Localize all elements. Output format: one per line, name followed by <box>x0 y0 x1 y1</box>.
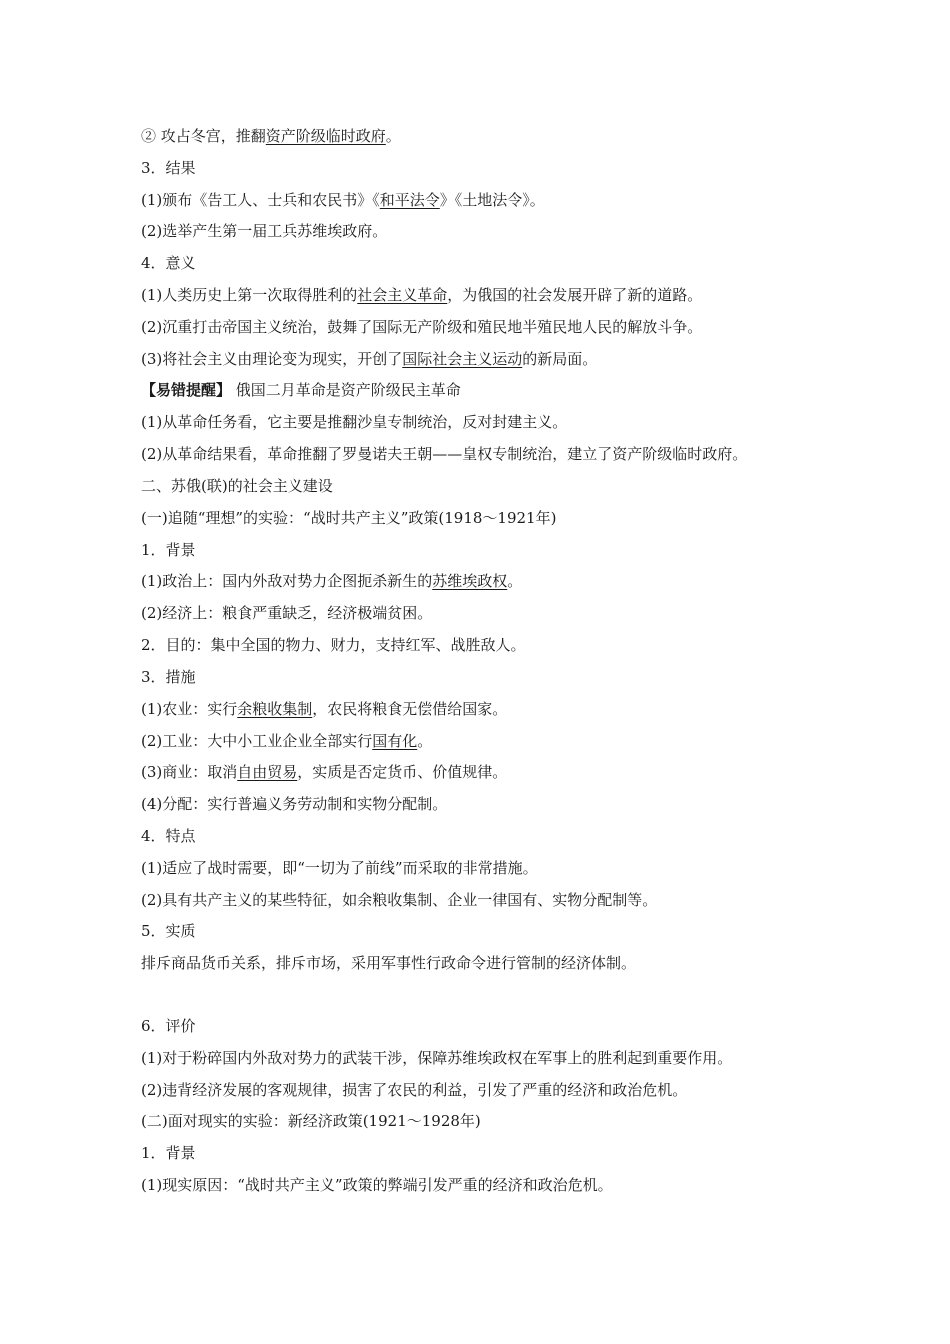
text-line <box>141 412 567 434</box>
text-run: (一)追随“理想”的实验：“战时共产主义”政策(1918～1921年) <box>141 509 557 527</box>
text-line <box>141 1175 613 1197</box>
text-run: (2)经济上：粮食严重缺乏，经济极端贫困。 <box>141 604 433 622</box>
text-run: ，实质是否定货币、价值规律。 <box>297 763 508 781</box>
text-line <box>141 190 545 212</box>
text-line <box>141 953 636 975</box>
text-run: (2)违背经济发展的客观规律，损害了农民的利益，引发了严重的经济和政治危机。 <box>141 1081 688 1099</box>
text-line <box>141 1016 196 1038</box>
underlined-term: 苏维埃政权 <box>432 572 508 590</box>
underlined-term: 和平法令 <box>379 191 440 209</box>
text-line <box>141 1143 196 1165</box>
text-run: (二)面对现实的实验：新经济政策(1921～1928年) <box>141 1112 481 1130</box>
text-run: 俄国二月革命是资产阶级民主革命 <box>231 381 461 399</box>
text-run: 。 <box>507 572 523 590</box>
text-run: 2．目的：集中全国的物力、财力，支持红军、战胜敌人。 <box>141 636 526 654</box>
text-line <box>141 603 432 625</box>
text-run: 1．背景 <box>141 1144 196 1162</box>
text-run: (3)将社会主义由理论变为现实，开创了 <box>141 350 403 368</box>
text-line <box>141 126 401 148</box>
text-run: 1．背景 <box>141 541 196 559</box>
text-run: 3．结果 <box>141 159 196 177</box>
text-line <box>141 317 702 339</box>
text-line <box>141 762 507 784</box>
text-line <box>141 826 196 848</box>
text-run: (1)颁布《告工人、士兵和农民书》《 <box>141 191 380 209</box>
text-line <box>141 731 432 753</box>
text-run: (1)从革命任务看，它主要是推翻沙皇专制统治，反对封建主义。 <box>141 413 568 431</box>
text-run: 4．意义 <box>141 254 196 272</box>
text-line <box>141 1080 687 1102</box>
text-line <box>141 444 747 466</box>
text-run: 排斥商品货币关系，排斥市场，采用军事性行政命令进行管制的经济体制。 <box>141 954 637 972</box>
text-line <box>141 1111 481 1133</box>
underlined-term: 余粮收集制 <box>237 700 313 718</box>
text-run: 二、苏俄(联)的社会主义建设 <box>141 477 333 495</box>
text-line <box>141 858 538 880</box>
text-line <box>141 253 196 275</box>
text-run: (1)对于粉碎国内外敌对势力的武装干涉，保障苏维埃政权在军事上的胜利起到重要作用。 <box>141 1049 733 1067</box>
underlined-term: 国有化 <box>372 732 418 750</box>
text-line <box>141 158 196 180</box>
text-line <box>141 571 522 593</box>
text-run: 4．特点 <box>141 827 196 845</box>
underlined-term: 资产阶级临时政府 <box>265 127 386 145</box>
text-line <box>141 1048 732 1070</box>
text-run: (3)商业：取消 <box>141 763 238 781</box>
text-line <box>141 349 597 371</box>
text-line <box>141 667 196 689</box>
text-run: 5．实质 <box>141 922 196 940</box>
text-run: 6．评价 <box>141 1017 196 1035</box>
text-run: 3．措施 <box>141 668 196 686</box>
text-line <box>141 476 333 498</box>
text-run: (1)现实原因：“战时共产主义”政策的弊端引发严重的经济和政治危机。 <box>141 1176 613 1194</box>
underlined-term: 社会主义革命 <box>357 286 448 304</box>
text-run: (2)具有共产主义的某些特征，如余粮收集制、企业一律国有、实物分配制等。 <box>141 891 658 909</box>
text-run: 。 <box>417 732 433 750</box>
callout-label: 【易错提醒】 <box>141 381 232 399</box>
text-line <box>141 508 556 530</box>
text-line <box>141 540 196 562</box>
underlined-term: 国际社会主义运动 <box>402 350 523 368</box>
text-run: (1)人类历史上第一次取得胜利的 <box>141 286 358 304</box>
text-run: ，为俄国的社会发展开辟了新的道路。 <box>447 286 703 304</box>
text-run: (2)从革命结果看，革命推翻了罗曼诺夫王朝——皇权专制统治，建立了资产阶级临时政府。 <box>141 445 748 463</box>
text-line <box>141 699 507 721</box>
text-run: (2)沉重打击帝国主义统治，鼓舞了国际无产阶级和殖民地半殖民地人民的解放斗争。 <box>141 318 703 336</box>
text-line <box>141 921 196 943</box>
text-run: (2)选举产生第一届工兵苏维埃政府。 <box>141 222 388 240</box>
text-run: ，农民将粮食无偿借给国家。 <box>312 700 508 718</box>
text-run: 。 <box>385 127 401 145</box>
text-run: (1)适应了战时需要，即“一切为了前线”而采取的非常措施。 <box>141 859 538 877</box>
text-run: (4)分配：实行普遍义务劳动制和实物分配制。 <box>141 795 448 813</box>
text-run: (1)农业：实行 <box>141 700 238 718</box>
text-run: (2)工业：大中小工业企业全部实行 <box>141 732 373 750</box>
text-line <box>141 221 387 243</box>
text-line <box>141 890 657 912</box>
text-run: 》《土地法令》。 <box>439 191 545 209</box>
underlined-term: 自由贸易 <box>237 763 298 781</box>
text-run: (1)政治上：国内外敌对势力企图扼杀新生的 <box>141 572 433 590</box>
text-run: ② 攻占冬宫，推翻 <box>141 127 266 145</box>
text-line <box>141 285 702 307</box>
text-line <box>141 635 526 657</box>
text-line <box>141 380 461 402</box>
text-run: 的新局面。 <box>522 350 598 368</box>
text-line <box>141 794 447 816</box>
